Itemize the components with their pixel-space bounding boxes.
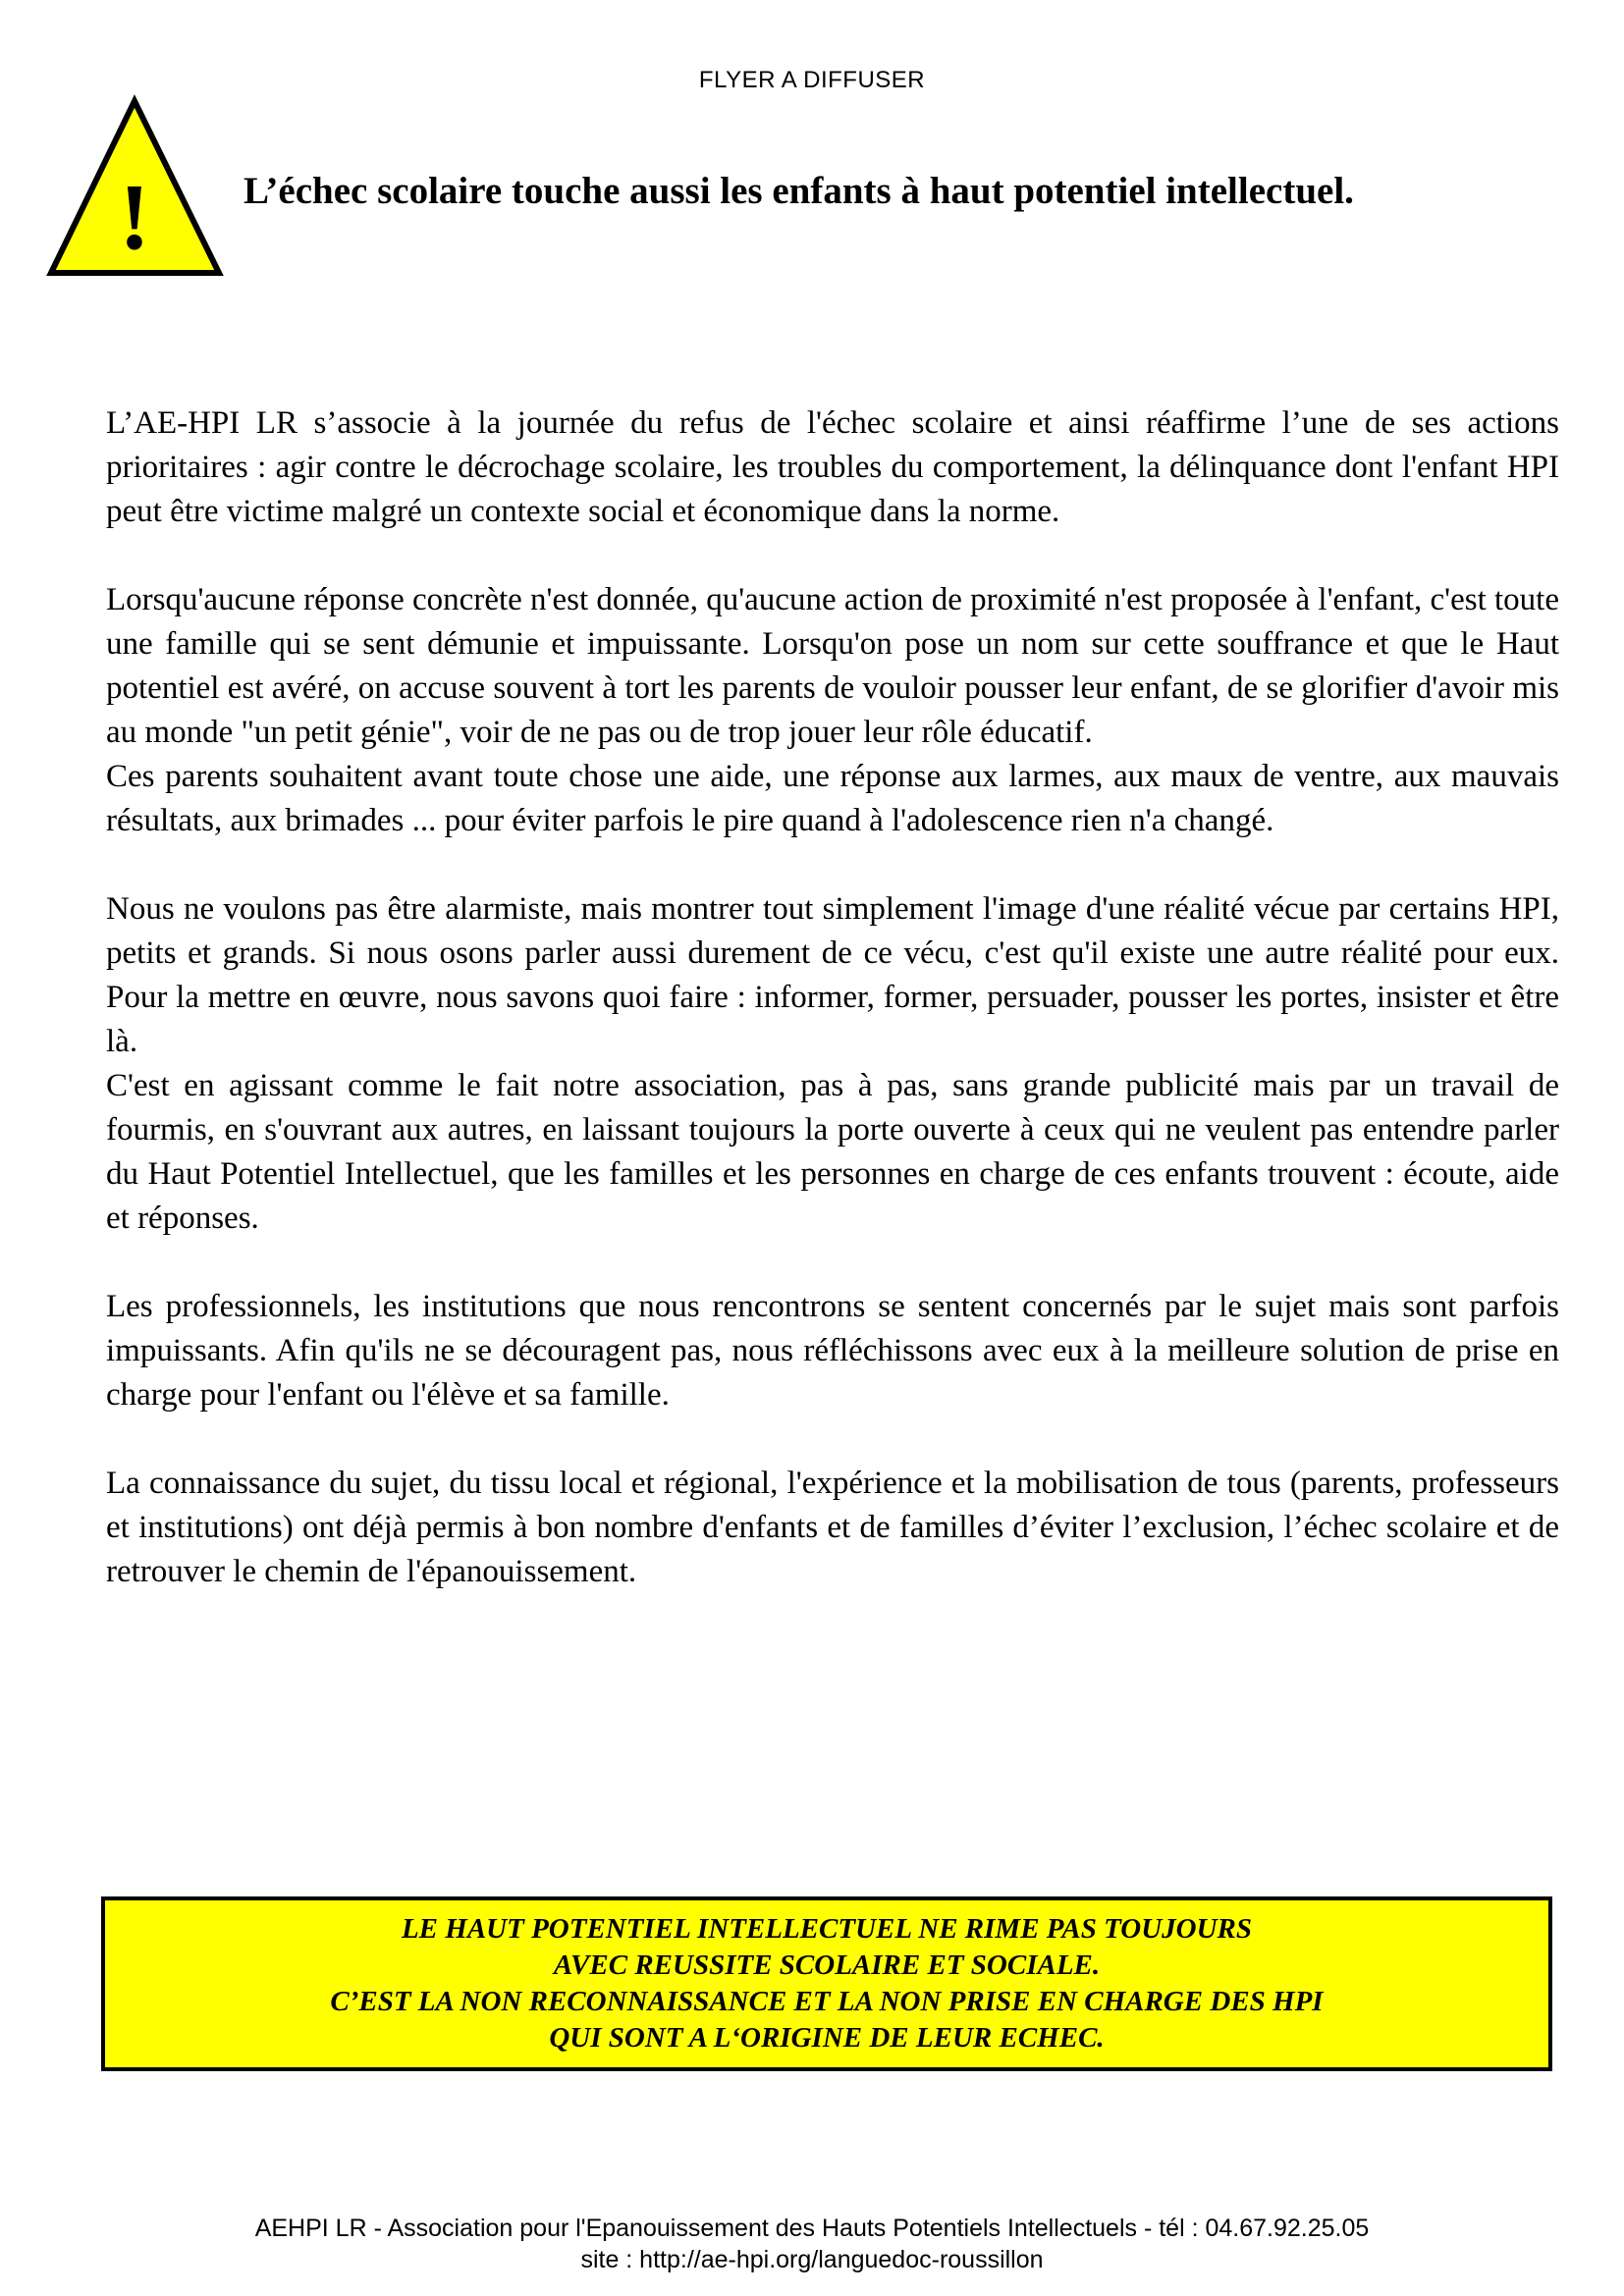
flyer-header-label: FLYER A DIFFUSER xyxy=(698,67,926,93)
warning-triangle-icon xyxy=(44,93,226,280)
footer xyxy=(0,2213,1624,2275)
paragraph-2: Lorsqu'aucune réponse concrète n'est donnée, qu'aucune action de proximité n'est proposée à l'enfant, c'est toute une famille qui se sent démunie et impuissante. Lorsqu'on pose un nom sur cette souffrance et que le Haut potentiel est avéré, on accuse souvent à tort les parents de vouloir pousser leur enfant, de se glorifier d'avoir mis au monde "un petit génie", voir de ne pas ou de trop jouer leur rôle éducatif. xyxy=(106,582,1559,750)
footer-contact-line: AEHPI LR - Association pour l'Epanouissement des Hauts Potentiels Intellectuels - tél : 04.67.92.25.05 xyxy=(254,2215,1370,2242)
paragraph-7: La connaissance du sujet, du tissu local et régional, l'expérience et la mobilisation de tous (parents, professeurs et institutions) ont déjà permis à bon nombre d'enfants et de familles d’éviter l’exclusion, l’échec scolaire et de retrouver le chemin de l'épanouissement. xyxy=(106,1466,1559,1589)
paragraph-5: C'est en agissant comme le fait notre association, pas à pas, sans grande publicité mais par un travail de fourmis, en s'ouvrant aux autres, en laissant toujours la porte ouverte à ceux qui ne veulent pas entendre parler du Haut Potentiel Intellectuel, que les familles et les personnes en charge de ces enfants trouvent : écoute, aide et réponses. xyxy=(106,1068,1559,1236)
paragraph-4: Nous ne voulons pas être alarmiste, mais montrer tout simplement l'image d'une réalité vécue par certains HPI, petits et grands. Si nous osons parler aussi durement de ce vécu, c'est qu'il existe une autre réalité pour eux. Pour la mettre en œuvre, nous savons quoi faire : informer, former, persuader, pousser les portes, insister et être là. xyxy=(106,891,1559,1059)
callout-line-1: LE HAUT POTENTIEL INTELLECTUEL NE RIME PAS TOUJOURS xyxy=(401,1913,1253,1945)
callout-line-4: QUI SONT A L‘ORIGINE DE LEUR ECHEC. xyxy=(549,2022,1105,2054)
callout-line-3: C’EST LA NON RECONNAISSANCE ET LA NON PRISE EN CHARGE DES HPI xyxy=(330,1986,1324,2017)
body-text xyxy=(106,401,1559,1594)
callout-line-2: AVEC REUSSITE SCOLAIRE ET SOCIALE. xyxy=(553,1949,1101,1981)
paragraph-6: Les professionnels, les institutions que nous rencontrons se sentent concernés par le sujet mais sont parfois impuissants. Afin qu'ils ne se découragent pas, nous réfléchissons avec eux à la meilleure solution de prise en charge pour l'enfant ou l'élève et sa famille. xyxy=(106,1289,1559,1413)
page-title: L’échec scolaire touche aussi les enfants à haut potentiel intellectuel. xyxy=(244,170,1354,212)
exclamation-glyph: ! xyxy=(119,164,150,269)
paragraph-1: L’AE-HPI LR s’associe à la journée du refus de l'échec scolaire et ainsi réaffirme l’une de ses actions prioritaires : agir contre le décrochage scolaire, les troubles du comportement, la délinquance dont l'enfant HPI peut être victime malgré un contexte social et économique dans la norme. xyxy=(106,405,1559,529)
paragraph-3: Ces parents souhaitent avant toute chose une aide, une réponse aux larmes, aux maux de ventre, aux mauvais résultats, aux brimades ... pour éviter parfois le pire quand à l'adolescence rien n'a changé. xyxy=(106,759,1559,838)
callout-box xyxy=(101,1896,1552,2071)
footer-site-link[interactable]: site : http://ae-hpi.org/languedoc-roussillon xyxy=(580,2246,1044,2273)
